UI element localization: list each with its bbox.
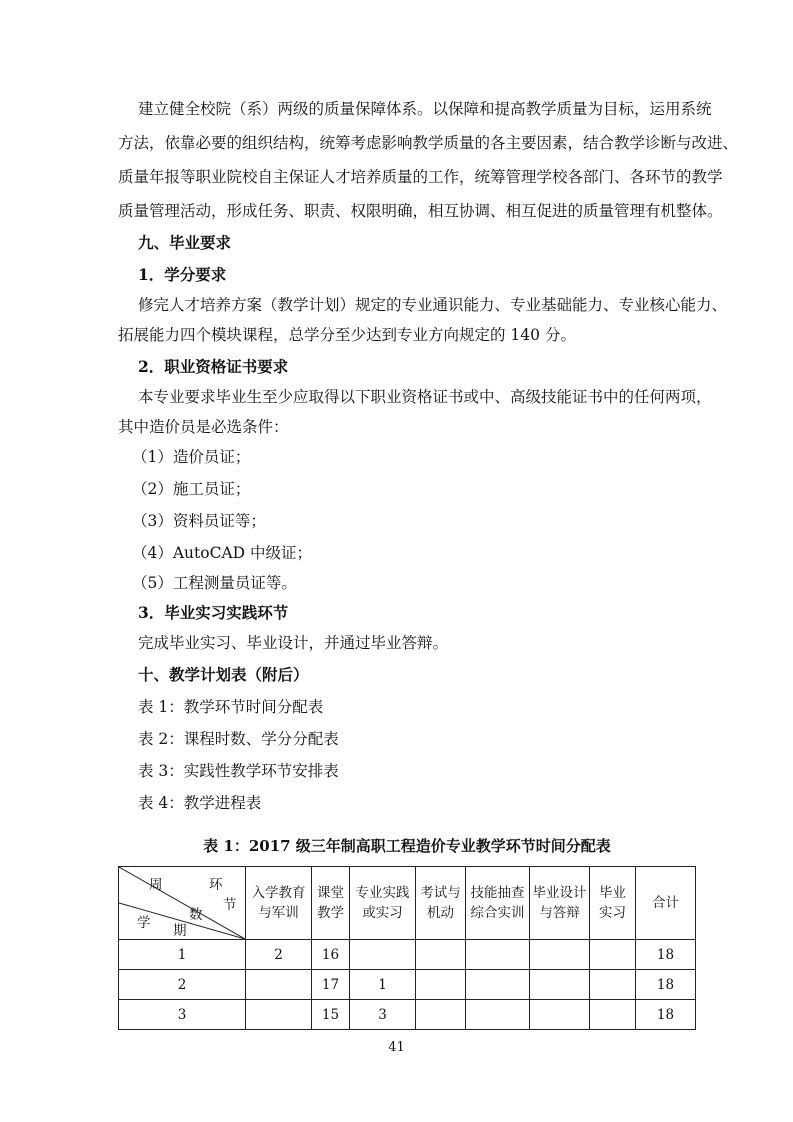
corner-label-huan: 环 — [209, 877, 223, 893]
list-item: （4）AutoCAD 中级证； — [132, 544, 313, 562]
subsection-heading: 2．职业资格证书要求 — [138, 357, 289, 376]
header-line: 课堂 — [317, 885, 344, 901]
header-cell — [590, 867, 636, 940]
corner-label-zhou: 周 — [149, 877, 163, 893]
table-cell: 18 — [636, 1000, 696, 1030]
table-cell — [590, 1000, 636, 1030]
subsection-heading: 3．毕业实习实践环节 — [138, 603, 289, 622]
header-line: 教学 — [317, 905, 344, 921]
table-cell — [530, 940, 590, 970]
table-cell: 1 — [350, 970, 416, 1000]
corner-label-xue: 学 — [137, 915, 151, 931]
body-paragraph-line: 本专业要求毕业生至少应取得以下职业资格证书或中、高级技能证书中的任何两项， — [138, 388, 712, 406]
table-cell — [246, 970, 312, 1000]
body-paragraph-line: 其中造价员是必选条件： — [118, 418, 289, 436]
corner-label-jie: 节 — [223, 897, 237, 913]
table-cell: 15 — [312, 1000, 350, 1030]
table-cell — [246, 1000, 312, 1030]
table-cell: 18 — [636, 940, 696, 970]
table-cell — [416, 970, 466, 1000]
table-cell: 2 — [246, 940, 312, 970]
table-cell — [466, 940, 530, 970]
table-row — [119, 970, 696, 1000]
table-cell: 3 — [350, 1000, 416, 1030]
body-paragraph-line: 修完人才培养方案（教学计划）规定的专业通识能力、专业基础能力、专业核心能力、 — [138, 296, 728, 314]
header-line: 毕业 — [599, 885, 626, 901]
list-item: （2）施工员证； — [132, 480, 251, 498]
table-cell — [530, 1000, 590, 1030]
body-paragraph-line: 方法，依靠必要的组织结构，统筹考虑影响教学质量的各主要因素，结合教学诊断与改进、 — [118, 134, 739, 152]
table-cell — [416, 1000, 466, 1030]
header-cell — [312, 867, 350, 940]
corner-label-qi: 期 — [173, 923, 187, 939]
table-cell: 18 — [636, 970, 696, 1000]
body-paragraph-line: 质量年报等职业院校自主保证人才培养质量的工作，统筹管理学校各部门、各环节的教学 — [118, 168, 723, 186]
corner-label-shu: 数 — [189, 907, 203, 923]
table-reference: 表 3：实践性教学环节安排表 — [138, 762, 339, 780]
table-reference: 表 4：教学进程表 — [138, 794, 262, 812]
header-line: 专业实践 — [355, 885, 410, 901]
table-cell — [590, 940, 636, 970]
body-paragraph-line: 质量管理活动，形成任务、职责、权限明确，相互协调、相互促进的质量管理有机整体。 — [118, 202, 723, 220]
diagonal-corner-cell — [119, 867, 246, 940]
header-line: 技能抽查 — [470, 885, 525, 901]
header-line: 入学教育 — [251, 885, 306, 901]
body-paragraph-line: 完成毕业实习、毕业设计，并通过毕业答辩。 — [138, 634, 449, 652]
body-paragraph-line: 建立健全校院（系）两级的质量保障体系。以保障和提高教学质量为目标，运用系统 — [138, 100, 712, 118]
header-line: 实习 — [599, 905, 626, 921]
header-cell — [246, 867, 312, 940]
section-heading: 九、毕业要求 — [138, 233, 232, 252]
body-paragraph-line: 拓展能力四个模块课程，总学分至少达到专业方向规定的 140 分。 — [118, 326, 576, 344]
table-reference: 表 1：教学环节时间分配表 — [138, 698, 324, 716]
header-line: 毕业设计 — [532, 885, 587, 901]
list-item: （3）资料员证等； — [132, 512, 266, 530]
page-number: 41 — [388, 1040, 405, 1055]
table-cell — [590, 970, 636, 1000]
table-cell: 3 — [119, 1000, 246, 1030]
table-cell: 1 — [119, 940, 246, 970]
header-line: 机动 — [427, 905, 454, 921]
table-row — [119, 940, 696, 970]
table-caption: 表 1：2017 级三年制高职工程造价专业教学环节时间分配表 — [203, 837, 611, 855]
list-item: （1）造价员证； — [132, 448, 251, 466]
table-cell: 2 — [119, 970, 246, 1000]
table-cell: 17 — [312, 970, 350, 1000]
subsection-heading: 1．学分要求 — [138, 265, 227, 284]
header-line: 合计 — [652, 895, 679, 911]
header-cell — [530, 867, 590, 940]
header-cell — [350, 867, 416, 940]
header-cell — [466, 867, 530, 940]
header-line: 与军训 — [258, 905, 299, 921]
header-line: 考试与 — [420, 885, 461, 901]
section-heading: 十、教学计划表（附后） — [138, 665, 309, 684]
table-cell: 16 — [312, 940, 350, 970]
header-line: 或实习 — [362, 905, 403, 921]
table-cell — [466, 970, 530, 1000]
header-cell-total — [636, 867, 696, 940]
table-cell — [416, 940, 466, 970]
table-cell — [530, 970, 590, 1000]
table-cell — [466, 1000, 530, 1030]
schedule-table — [118, 866, 696, 1030]
table-cell — [350, 940, 416, 970]
header-line: 综合实训 — [470, 905, 525, 921]
header-line: 与答辩 — [539, 905, 580, 921]
table-header-row — [119, 867, 696, 940]
table-row — [119, 1000, 696, 1030]
table-reference: 表 2：课程时数、学分分配表 — [138, 730, 339, 748]
header-cell — [416, 867, 466, 940]
list-item: （5）工程测量员证等。 — [132, 574, 297, 592]
